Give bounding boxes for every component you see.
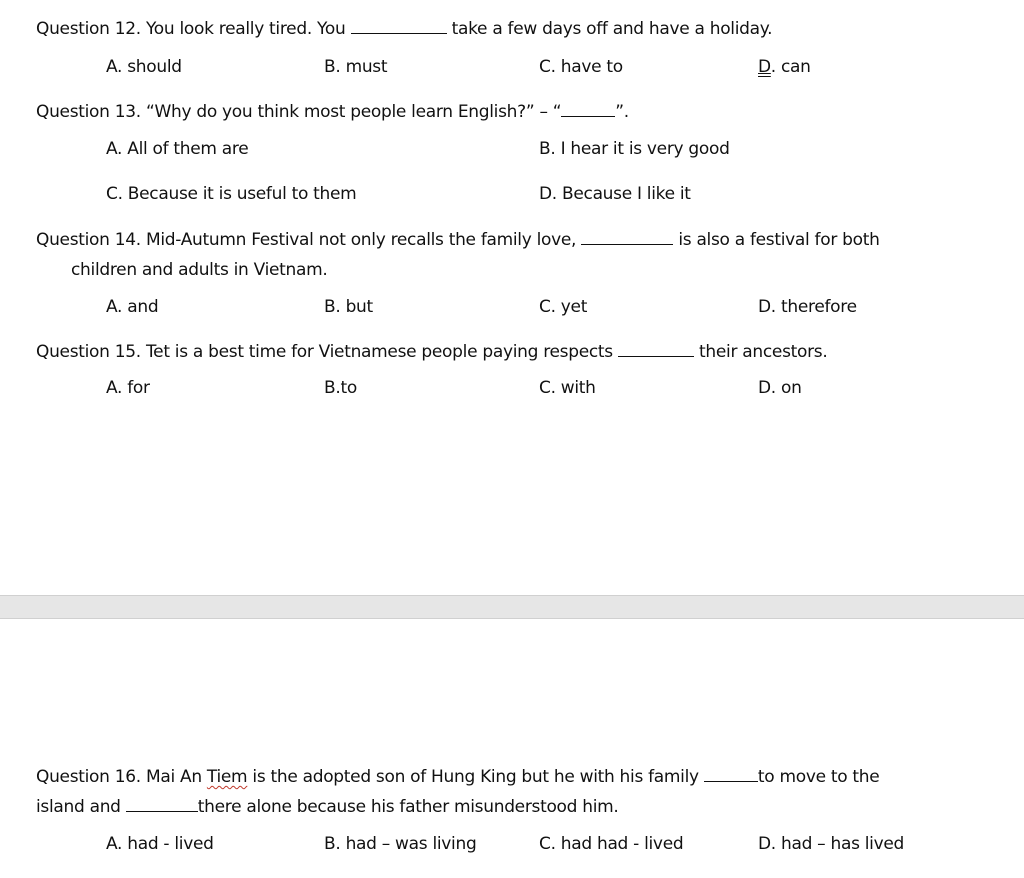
question-14-stem-continued: children and adults in Vietnam. xyxy=(71,260,328,280)
q14-option-b: B. but xyxy=(324,297,373,317)
q16-stem-middle: is the adopted son of Hung King but he with his family xyxy=(247,767,704,787)
q13-option-d: D. Because I like it xyxy=(539,184,691,204)
answer-blank xyxy=(126,797,198,812)
q12-option-b: B. must xyxy=(324,57,388,77)
answer-blank xyxy=(704,767,758,782)
q12-option-d xyxy=(758,57,811,77)
q15-stem-start: Question 15. Tet is a best time for Vietnamese people paying respects xyxy=(36,342,618,362)
q16-stem-start: Question 16. Mai An xyxy=(36,767,207,787)
q13-stem-start: Question 13. “Why do you think most people learn English?” – “ xyxy=(36,102,562,122)
q15-option-b: B.to xyxy=(324,378,357,398)
q14-stem-start: Question 14. Mid-Autumn Festival not only recalls the family love, xyxy=(36,230,582,250)
q14-option-d: D. therefore xyxy=(758,297,857,317)
q15-option-a: A. for xyxy=(106,378,150,398)
q12-stem-end: take a few days off and have a holiday. xyxy=(446,19,773,39)
q13-option-b: B. I hear it is very good xyxy=(539,139,730,159)
q16-option-d: D. had – has lived xyxy=(758,834,904,854)
answer-blank xyxy=(581,230,673,245)
q12-option-d-letter: D xyxy=(758,57,771,77)
answer-blank xyxy=(561,102,615,117)
q16-stem-line2-start: island and xyxy=(36,797,126,817)
q14-option-c: C. yet xyxy=(539,297,588,317)
question-16-stem xyxy=(36,767,879,787)
q12-option-a: A. should xyxy=(106,57,182,77)
spellcheck-word[interactable]: Tiem xyxy=(206,767,248,787)
q14-stem-end: is also a festival for both xyxy=(673,230,880,250)
question-12-stem xyxy=(36,19,772,39)
q16-stem-end: to move to the xyxy=(757,767,880,787)
question-14-stem xyxy=(36,230,880,250)
question-13-stem xyxy=(36,102,629,122)
q16-stem-line2-end: there alone because his father misunderstood him. xyxy=(197,797,619,817)
question-16-stem-continued xyxy=(36,797,619,817)
q13-option-a: A. All of them are xyxy=(106,139,249,159)
q13-stem-end: ”. xyxy=(615,102,629,122)
q12-stem-start: Question 12. You look really tired. You xyxy=(36,19,351,39)
q13-option-c: C. Because it is useful to them xyxy=(106,184,357,204)
q16-option-a: A. had - lived xyxy=(106,834,214,854)
q15-option-d: D. on xyxy=(758,378,802,398)
q12-option-d-text: . can xyxy=(770,57,811,77)
question-15-stem xyxy=(36,342,827,362)
q16-option-c: C. had had - lived xyxy=(539,834,684,854)
q12-option-c: C. have to xyxy=(539,57,623,77)
answer-blank xyxy=(618,342,694,357)
page-break-divider xyxy=(0,595,1024,619)
q15-option-c: C. with xyxy=(539,378,596,398)
q15-stem-end: their ancestors. xyxy=(693,342,828,362)
answer-blank xyxy=(351,19,447,34)
q14-option-a: A. and xyxy=(106,297,159,317)
q16-option-b: B. had – was living xyxy=(324,834,477,854)
